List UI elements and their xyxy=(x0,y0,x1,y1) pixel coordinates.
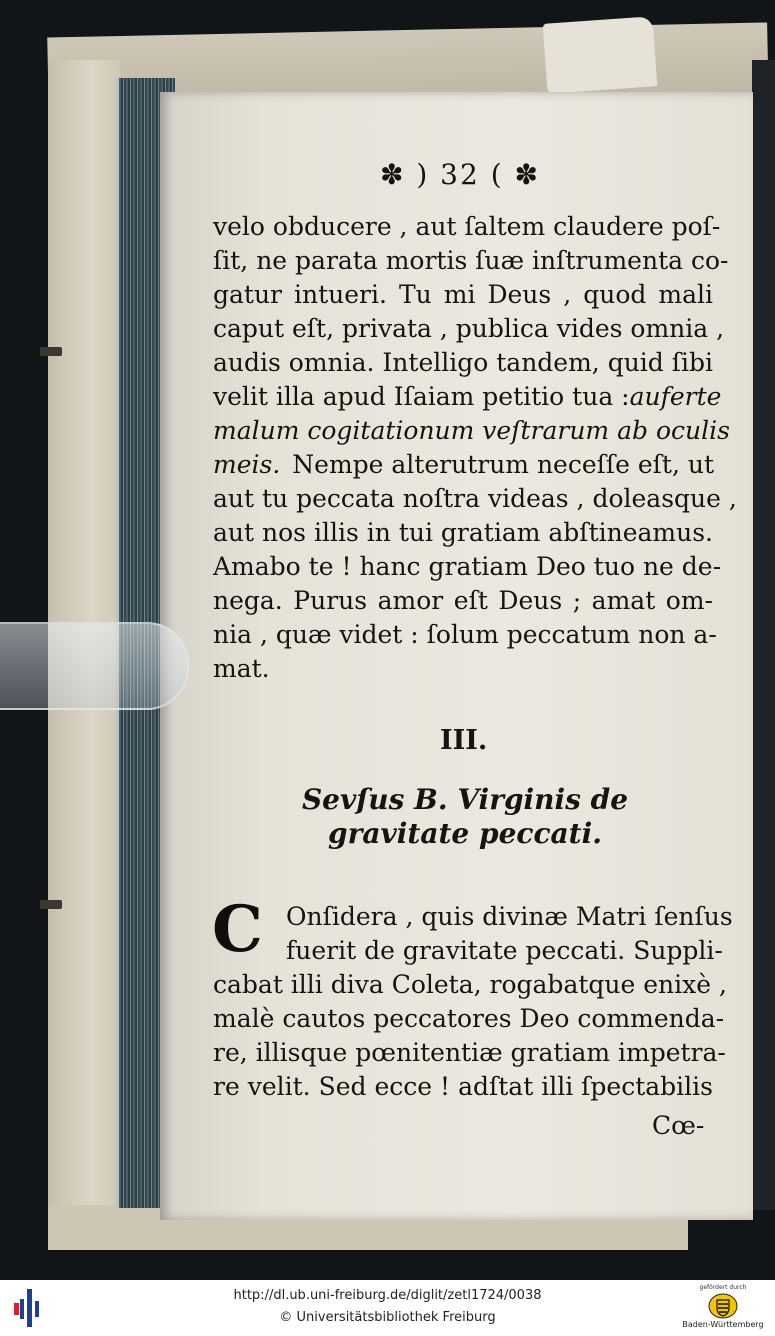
page-header: ✽ ) 32 ( ✽ xyxy=(380,158,540,191)
text-line: caput eſt, privata , publica vides omnia , xyxy=(213,314,725,343)
text-line: malè cautos peccatores Deo commenda- xyxy=(213,1004,725,1033)
section-title: Sevſus B. Virginis de gravitate peccati. xyxy=(301,783,629,850)
sponsor-badge xyxy=(678,1284,768,1334)
text-segment: velit illa apud Iſaiam petitio tua : xyxy=(213,382,630,411)
text-line xyxy=(213,450,713,480)
text-segment: Nempe alterutrum neceſſe eſt, ut xyxy=(292,450,715,479)
binding-clasp xyxy=(40,347,62,356)
viewer-footer xyxy=(0,1280,775,1336)
text-line: aut tu peccata noſtra videas , doleasque , xyxy=(213,484,737,513)
state-coat-of-arms-icon xyxy=(708,1293,738,1319)
binding-clasp xyxy=(40,900,62,909)
text-line: re, illisque pœnitentiæ gratiam impetra- xyxy=(213,1038,726,1067)
italic-quote-line: malum cogitationum veſtrarum ab oculis xyxy=(213,416,730,445)
permalink-url[interactable]: http://dl.ub.uni-freiburg.de/diglit/zetl1724/0038 xyxy=(233,1288,542,1303)
transparent-bookmark xyxy=(0,622,189,710)
sponsor-label: gefördert durch xyxy=(699,1284,747,1291)
text-line: Amabo te ! hanc gratiam Deo tuo ne de- xyxy=(213,552,722,581)
drop-cap-initial: C xyxy=(212,892,263,967)
text-line: ſit, ne parata mortis ſuæ inſtrumenta co- xyxy=(213,246,729,275)
section-number: III. xyxy=(440,725,488,756)
torn-paper-scrap xyxy=(543,16,658,94)
text-line: gatur intueri. Tu mi Deus , quod mali xyxy=(213,280,713,309)
text-line: nia , quæ videt : ſolum peccatum non a- xyxy=(213,620,717,649)
text-line: re velit. Sed ecce ! adſtat illi ſpectabilis xyxy=(213,1072,713,1101)
text-line: velo obducere , aut ſaltem claudere poſ- xyxy=(213,212,721,241)
right-margin-shadow xyxy=(752,60,775,1210)
text-line: Onſidera , quis divinæ Matri ſenſus xyxy=(286,902,733,931)
text-line: nega. Purus amor eſt Deus ; amat om- xyxy=(213,586,713,615)
text-line: audis omnia. Intelligo tandem, quid ſibi xyxy=(213,348,713,377)
text-line: fuerit de gravitate peccati. Suppli- xyxy=(286,936,723,965)
text-line xyxy=(213,382,722,412)
italic-quote-end: meis. xyxy=(213,450,281,479)
text-line: cabat illi diva Coleta, rogabatque enixè , xyxy=(213,970,727,999)
italic-quote: auferte xyxy=(629,382,722,411)
text-line: aut nos illis in tui gratiam abſtineamus. xyxy=(213,518,713,547)
sponsor-name: Baden-Württemberg xyxy=(682,1320,764,1329)
catchword: Cœ- xyxy=(652,1111,705,1140)
text-line: mat. xyxy=(213,654,270,683)
copyright-text: © Universitätsbibliothek Freiburg xyxy=(279,1310,496,1325)
